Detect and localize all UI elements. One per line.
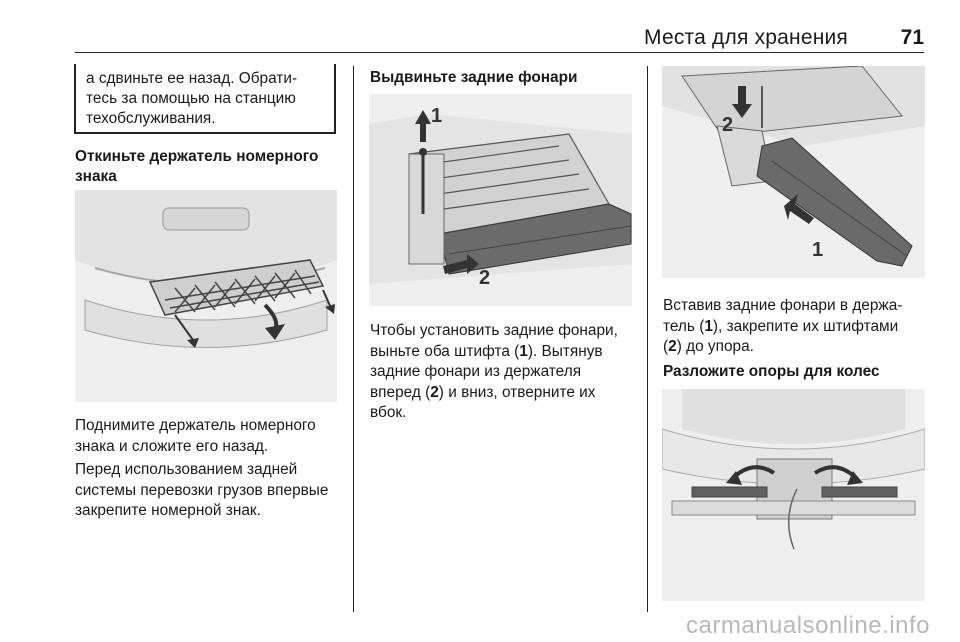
illustration-rear-bumper-plate-holder [75,190,337,402]
figure-label: 1 [431,105,443,127]
note-line: а сдвиньте ее назад. Обрати- [86,70,298,87]
paragraph-insert-lights: Вставив задние фонари в держа- тель (1), закрепите их штифтами (2) до упора. [663,297,903,355]
illustration-insert-rear-lights [662,66,925,278]
heading-fold-plate-holder: Откиньте держатель номерного знака [75,148,319,185]
figure-plate-holder [75,190,337,402]
page-number: 71 [900,26,924,49]
illustration-extend-rear-lights [369,94,632,306]
note-box [74,64,336,134]
paragraph-install-lights: Чтобы установить задние фонари, выньте оба штифта (1). Вытянув задние фонари из держателя вперед (2) и вниз, отверните их вбок. [370,322,618,421]
heading-extend-rear-lights: Выдвиньте задние фонари [370,69,578,86]
figure-wheel-supports [662,389,925,601]
figure-label: 2 [722,114,734,136]
note-line: техобслуживания. [86,110,216,127]
figure-insert-lights [662,66,925,278]
paragraph-lift-holder: Поднимите держатель номерного знака и сложите его назад. [75,417,316,455]
header-rule [75,52,924,53]
section-title: Места для хранения [644,26,848,49]
figure-label: 2 [479,267,491,289]
figure-label: 1 [812,239,824,261]
column-divider-1 [353,66,354,612]
illustration-unfold-wheel-supports [662,389,925,601]
paragraph-before-first-use: Перед использованием задней системы перевозки грузов впервые закрепите номерной знак. [75,461,329,519]
figure-extend-lights [369,94,632,306]
watermark: carmanualsonline.info [686,612,930,639]
heading-unfold-wheel-supports: Разложите опоры для колес [663,363,880,380]
column-divider-2 [647,66,648,612]
note-line: тесь за помощью на станцию [86,90,296,107]
